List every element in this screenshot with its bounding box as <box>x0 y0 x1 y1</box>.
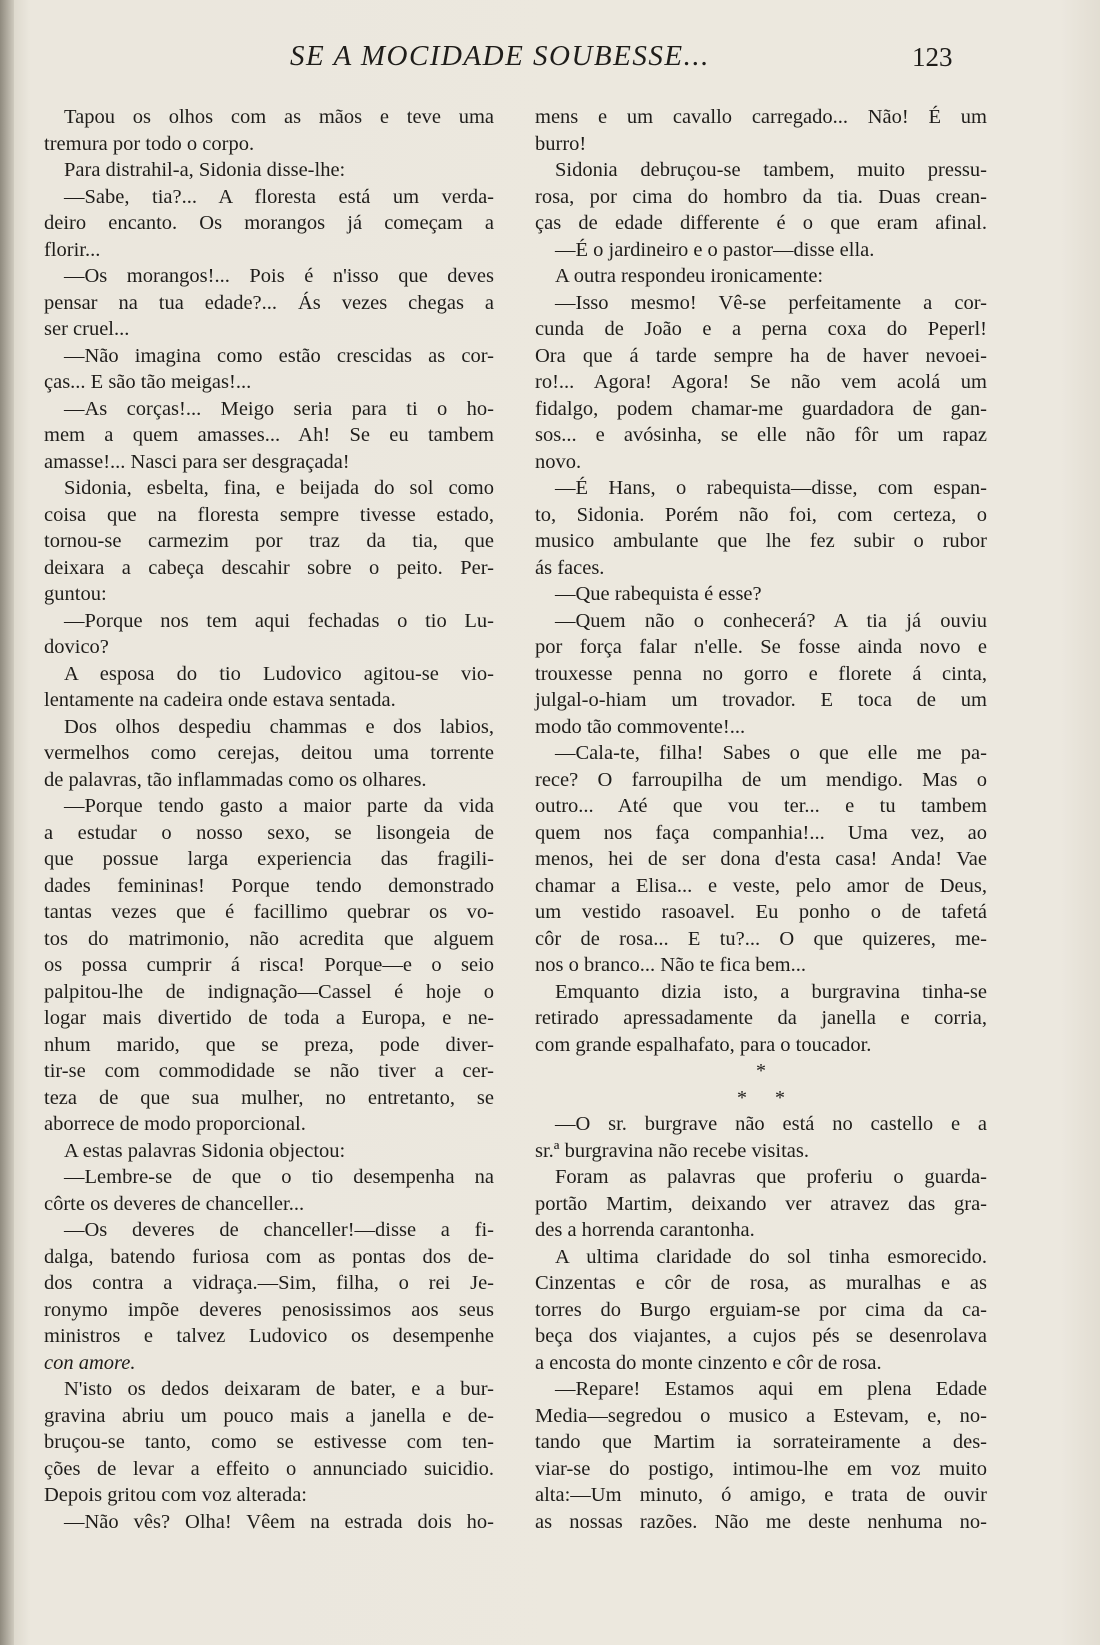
text-line: —Os morangos!... Pois é n'isso que deves <box>64 265 494 287</box>
text-line: por força falar n'elle. Se fosse ainda novo e <box>535 636 987 658</box>
text-line: os possa cumprir á risca! Porque—e o seio <box>44 954 494 976</box>
text-line: ções de levar a effeito o annunciado suicidio. <box>44 1457 494 1480</box>
text-line: deixara a cabeça descahir sobre o peito. Per- <box>44 556 494 579</box>
text-line: —Que rabequista é esse? <box>555 583 762 605</box>
text-line: torres do Burgo erguiam-se por cima da ca- <box>535 1298 987 1321</box>
text-line: —Os deveres de chanceller!—disse a fi- <box>64 1219 494 1241</box>
text-line: a estudar o nosso sexo, se lisongeia de <box>44 821 494 844</box>
text-line: tantas vezes que é facillimo quebrar os vo- <box>44 901 494 923</box>
text-line: musico ambulante que lhe fez subir o rubor <box>535 530 987 552</box>
text-line: A estas palavras Sidonia objectou: <box>64 1139 346 1162</box>
text-line: tir-se com commodidade se não tiver a cer- <box>44 1060 494 1082</box>
text-line: A ultima claridade do sol tinha esmorecido. <box>555 1245 987 1268</box>
right-text-column <box>535 104 987 1535</box>
text-line: dovico? <box>44 636 109 658</box>
text-line: ronymo impõe deveres penosissimos aos seus <box>44 1298 494 1321</box>
text-line: Para distrahil-a, Sidonia disse-lhe: <box>64 159 346 181</box>
text-line: A esposa do tio Ludovico agitou-se vio- <box>64 662 494 685</box>
text-line: Sidonia, esbelta, fina, e beijada do sol como <box>64 477 494 499</box>
text-line: portão Martim, deixando ver atravez das gra- <box>535 1192 987 1215</box>
text-line: —As corças!... Meigo seria para ti o ho- <box>64 397 494 420</box>
text-line: bruçou-se tanto, como se estivesse com ten- <box>44 1431 494 1453</box>
text-line: tremura por todo o corpo. <box>44 132 255 155</box>
text-line: burro! <box>535 132 587 155</box>
text-line: Emquanto dizia isto, a burgravina tinha-se <box>555 980 987 1003</box>
text-line: des a horrenda carantonha. <box>535 1219 755 1241</box>
text-line: —Isso mesmo! Vê-se perfeitamente a cor- <box>555 291 987 314</box>
text-line: outro... Até que vou ter... e tu tambem <box>535 795 987 817</box>
running-title: SE A MOCIDADE SOUBESSE... <box>290 40 710 72</box>
text-line: Sidonia debruçou-se tambem, muito pressu- <box>555 159 987 181</box>
text-line: julgal-o-hiam um trovador. E toca de um <box>535 689 987 711</box>
text-line: ministros e talvez Ludovico os desempenhe <box>44 1325 494 1347</box>
text-line: guntou: <box>44 583 107 605</box>
text-line: —Porque nos tem aqui fechadas o tio Lu- <box>64 609 494 632</box>
text-line: —Sabe, tia?... A floresta está um verda- <box>64 185 494 208</box>
text-line: Tapou os olhos com as mãos e teve uma <box>64 106 494 128</box>
text-line: dades femininas! Porque tendo demonstrado <box>44 874 494 897</box>
text-line: rece? O farroupilha de um mendigo. Mas o <box>535 768 987 791</box>
section-break-asterism: * * <box>737 1086 785 1109</box>
text-line: alta:—Um minuto, ó amigo, e trata de ouvir <box>535 1484 987 1506</box>
text-line: amasse!... Nasci para ser desgraçada! <box>44 450 350 473</box>
text-line: aborrece de modo proporcional. <box>44 1113 306 1135</box>
text-line: —Repare! Estamos aqui em plena Edade <box>555 1378 987 1400</box>
text-line: ças... E são tão meigas!... <box>44 371 252 393</box>
text-line: Media—segredou o musico a Estevam, e, no- <box>535 1404 987 1427</box>
text-line: —É o jardineiro e o pastor—disse ella. <box>555 238 875 261</box>
text-line: trouxesse penna no gorro e florete á cinta, <box>535 662 987 685</box>
text-line: tando que Martim ia sorrateiramente a des- <box>535 1431 987 1453</box>
text-line: tos do matrimonio, não acredita que alguem <box>44 927 494 950</box>
text-line: deiro encanto. Os morangos já começam a <box>44 212 494 234</box>
text-line: —Cala-te, filha! Sabes o que elle me pa- <box>555 742 987 764</box>
text-line: as nossas razões. Não me deste nenhuma no- <box>535 1510 987 1533</box>
text-line: gravina abriu um pouco mais a janella e de- <box>44 1404 494 1427</box>
page-number: 123 <box>912 42 953 72</box>
text-line: beça dos viajantes, a cujos pés se desenrolava <box>535 1325 987 1347</box>
text-line: Cinzentas e côr de rosa, as muralhas e as <box>535 1272 987 1294</box>
text-line: nhum marido, que se preza, pode diver- <box>44 1033 494 1056</box>
text-line: mens e um cavallo carregado... Não! É um <box>535 106 987 128</box>
text-line: to, Sidonia. Porém não foi, com certeza, o <box>535 503 987 526</box>
text-line: de palavras, tão inflammadas como os olhares. <box>44 768 427 791</box>
text-line: —É Hans, o rabequista—disse, com espan- <box>555 477 987 499</box>
text-line: Dos olhos despediu chammas e dos labios, <box>64 715 494 738</box>
text-line: ças de edade differente é o que eram afinal. <box>535 212 987 234</box>
section-break-asterism: * <box>756 1060 766 1082</box>
text-line: viar-se do postigo, intimou-lhe em voz muito <box>535 1457 987 1480</box>
text-line: mem a quem amasses... Ah! Se eu tambem <box>44 424 494 446</box>
text-line: um vestido rasoavel. Eu ponho o de tafetá <box>535 901 987 923</box>
text-line: A outra respondeu ironicamente: <box>555 265 824 287</box>
text-line: tornou-se carmezim por traz da tia, que <box>44 530 494 552</box>
text-line: cunda de João e a perna coxa do Peperl! <box>535 318 987 340</box>
text-line: —Quem não o conhecerá? A tia já ouviu <box>555 609 987 632</box>
text-line: —O sr. burgrave não está no castello e a <box>555 1113 987 1135</box>
text-line: lentamente na cadeira onde estava sentada. <box>44 689 396 711</box>
text-line: retirado apressadamente da janella e corria, <box>535 1007 987 1029</box>
text-line: menos, hei de ser dona d'esta casa! Anda! Vae <box>535 848 987 870</box>
text-line: sr.ª burgravina não recebe visitas. <box>535 1139 809 1162</box>
text-line: Depois gritou com voz alterada: <box>44 1484 307 1506</box>
text-line: pensar na tua edade?... Ás vezes chegas a <box>44 291 494 314</box>
page-gutter-shadow <box>0 0 14 1645</box>
text-line: con amore. <box>44 1351 136 1374</box>
text-line: sos... e avósinha, se elle não fôr um rapaz <box>535 424 987 446</box>
text-line: vermelhos como cerejas, deitou uma torrente <box>44 742 494 764</box>
text-line: côrte os deveres de chanceller... <box>44 1192 305 1215</box>
text-line: florir... <box>44 238 101 261</box>
text-line: —Não vês? Olha! Vêem na estrada dois ho- <box>64 1510 494 1533</box>
text-line: teza de que sua mulher, no entretanto, se <box>44 1086 494 1109</box>
text-line: novo. <box>535 450 582 473</box>
text-line: rosa, por cima do hombro da tia. Duas crean- <box>535 185 987 208</box>
text-line: —Lembre-se de que o tio desempenha na <box>64 1166 494 1188</box>
text-line: que possue larga experiencia das fragili- <box>44 848 494 870</box>
text-line: com grande espalhafato, para o toucador. <box>535 1033 872 1056</box>
text-line: dos contra a vidraça.—Sim, filha, o rei Je- <box>44 1272 494 1294</box>
text-line: a encosta do monte cinzento e côr de rosa. <box>535 1351 882 1374</box>
text-line: coisa que na floresta sempre tivesse estado, <box>44 503 494 526</box>
text-line: modo tão commovente!... <box>535 715 746 738</box>
text-line: dalga, batendo furiosa com as pontas dos de- <box>44 1245 494 1268</box>
text-line: ro!... Agora! Agora! Se não vem acolá um <box>535 371 987 393</box>
text-line: palpitou-lhe de indignação—Cassel é hoje o <box>44 980 494 1003</box>
text-line: fidalgo, podem chamar-me guardadora de gan- <box>535 397 987 420</box>
text-line: nos o branco... Não te fica bem... <box>535 954 806 976</box>
text-line: quem nos faça companhia!... Uma vez, ao <box>535 821 987 844</box>
text-line: —Porque tendo gasto a maior parte da vida <box>64 795 494 817</box>
text-line: N'isto os dedos deixaram de bater, e a bur- <box>64 1378 494 1400</box>
text-line: côr de rosa... E tu?... O que quizeres, me- <box>535 927 987 950</box>
text-line: ás faces. <box>535 556 605 579</box>
text-line: chamar a Elisa... e veste, pelo amor de Deus, <box>535 874 987 897</box>
text-line: logar mais divertido de toda a Europa, e ne- <box>44 1007 494 1029</box>
left-text-column <box>44 104 494 1535</box>
text-line: Foram as palavras que proferiu o guarda- <box>555 1166 987 1188</box>
text-line: ser cruel... <box>44 318 130 340</box>
text-line: —Não imagina como estão crescidas as cor- <box>64 344 494 367</box>
text-line: Ora que á tarde sempre ha de haver nevoei- <box>535 344 987 367</box>
running-header <box>0 40 1100 80</box>
